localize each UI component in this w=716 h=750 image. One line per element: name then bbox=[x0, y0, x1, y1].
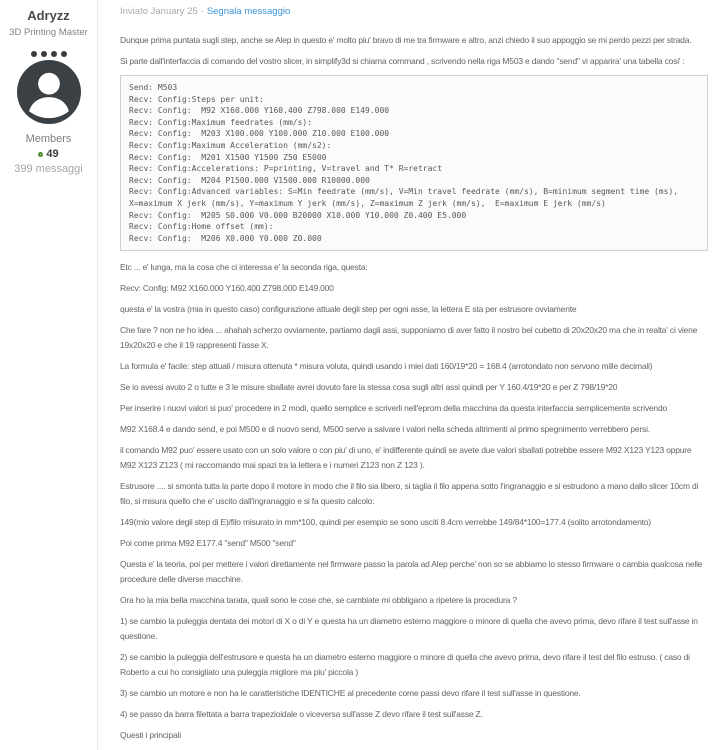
post-paragraph: Poi come prima M92 E177.4 "send" M500 "send" bbox=[120, 538, 296, 549]
post-paragraph: Si parte dall'interfaccia di comando del vostro slicer, in simplify3d si chiama command , scrivendo nella riga M503 e dando "send" vi apparira' una tabella cosi' : bbox=[120, 56, 685, 66]
post-paragraph: Questa e' la teoria, poi per mettere i valori direttamente nel firmware passo la parola ad Alep perche' non so se abbiamo lo stesso firmware o cambia qualcosa nelle procedure delle diverse macchine. bbox=[120, 559, 703, 585]
rank-pip-icon bbox=[41, 51, 47, 57]
post-paragraph: Estrusore .... si smonta tutta la parte dopo il motore in modo che il filo sia libero, si taglia il filo appena sotto l'ingranaggio e si estrudono a mano dallo slicer 10cm di filo, si misura quello che e' uscito dall'ingranaggio e si fa questo calcolo: bbox=[120, 481, 699, 507]
code-line: Recv: Config: M205 S0.000 V0.000 B20000 X10.000 Y10.000 Z0.400 E5.000 bbox=[129, 210, 467, 220]
post-body bbox=[98, 0, 716, 750]
default-user-icon bbox=[17, 60, 81, 124]
code-line: Recv: Config:Home offset (mm): bbox=[129, 222, 274, 232]
code-line: Recv: Config:Steps per unit: bbox=[129, 94, 264, 104]
post-paragraph: il comando M92 puo' essere usato con un solo valore o con piu' di uno, e' indifferente quindi se avete due valori sballati potrebbe essere M92 X123 Y123 oppure M92 X123 Z123 ( mi raccomando mai spazi tra la lettera e i numeri Z123 non Z 123 ). bbox=[120, 445, 692, 471]
intro-paragraphs bbox=[120, 33, 708, 69]
member-group-label: Members bbox=[25, 133, 72, 145]
post-paragraph: M92 X168.4 e dando send, e poi M500 e di nuovo send, M500 serve a salvare i valori nella scheda altrimenti al primo spegnimento verrebbero persi. bbox=[120, 424, 650, 435]
meta-separator: · bbox=[200, 6, 204, 17]
rank-pip-icon bbox=[61, 51, 67, 57]
avatar[interactable] bbox=[17, 60, 81, 124]
post-paragraph: Ora ho la mia bella macchina tarata, quali sono le cose che, se cambiate mi obbligano a ripetere la procedura ? bbox=[120, 595, 517, 606]
rank-pips bbox=[0, 44, 97, 52]
code-line: Recv: Config: M203 X100.000 Y100.000 Z10.000 E100.000 bbox=[129, 129, 390, 139]
reputation-badge bbox=[0, 148, 97, 160]
post-count: 399 messaggi bbox=[14, 163, 83, 175]
post-paragraph: 149(mio valore degli step di E)/filo misurato in mm*100, quindi per esempio se sono usciti 8.4cm verrebbe 149/84*100=177.4 (solito arrotondamento) bbox=[120, 517, 651, 528]
code-line: Recv: Config:Advanced variables: S=Min feedrate (mm/s), V=Min travel feedrate (mm/s), B=minimum segment time (ms), X=maximum X jerk (mm/s), Y=maximum Y jerk (mm/s), Z=maximum Z jerk (mm/s), E=maximum E jerk (mm/s) bbox=[129, 187, 683, 208]
post-paragraph: Che fare ? non ne ho idea ... ahahah scherzo ovviamente, partiamo dagli assi, supponiamo di aver fatto il nostro bel cubetto di 20x20x20 ma che in realta' ci viene 19x20x20 e che il 19 rappresenti l'asse X. bbox=[120, 325, 698, 351]
post-paragraph: La formula e' facile: step attuali / misura ottenuta * misura voluta, quindi usando i miei dati 160/19*20 = 168.4 (arrotondato non servono mille decimali) bbox=[120, 361, 653, 372]
post-paragraph: Per inserire i nuovi valori si puo' procedere in 2 modi, quello semplice e scriverli nell'eprom della macchina da questa interfaccia semplicemente scrivendo bbox=[120, 403, 668, 414]
post-meta bbox=[120, 6, 708, 17]
body-paragraphs bbox=[120, 260, 708, 743]
code-line: Recv: Config:Maximum feedrates (mm/s): bbox=[129, 117, 313, 127]
reputation-count: 49 bbox=[46, 148, 59, 160]
post-paragraph: Etc ... e' lunga, ma la cosa che ci interessa e' la seconda riga, questa: bbox=[120, 262, 368, 273]
post-paragraph: questa e' la vostra (mia in questo caso) configurazione attuale degli step per ogni asse, la lettera E sta per estrusore ovviamente bbox=[120, 304, 577, 315]
author-custom-title: 3D Printing Master bbox=[9, 27, 88, 38]
code-line: Recv: Config: M204 P1500.000 V1500.000 R10000.000 bbox=[129, 175, 370, 185]
post-paragraph: 1) se cambio la puleggia dentata dei motori di X o di Y e questa ha un diametro esterno maggiore o minore di quella che avevo prima, devo rifare il test sull'asse in questione. bbox=[120, 616, 698, 642]
post-paragraph: 3) se cambio un motore e non ha le caratteristiche IDENTICHE al precedente come passi devo rifare il test sull'asse in questione. bbox=[120, 688, 581, 699]
rank-pip-icon bbox=[31, 51, 37, 57]
post-paragraph: 4) se passo da barra filettata a barra trapezioidale o viceversa sull'asse Z devo rifare il test sull'asse Z. bbox=[120, 709, 483, 720]
code-line: Recv: Config: M92 X160.000 Y160.400 Z798.000 E149.000 bbox=[129, 106, 390, 116]
code-line: Send: M503 bbox=[129, 83, 178, 92]
report-link[interactable]: Segnala messaggio bbox=[206, 6, 291, 17]
code-line: Recv: Config:Accelerations: P=printing, V=travel and T* R=retract bbox=[129, 164, 443, 174]
author-sidebar bbox=[0, 0, 98, 750]
rank-pip-icon bbox=[51, 51, 57, 57]
post-date: Inviato January 25 bbox=[120, 6, 198, 17]
post-paragraph: Dunque prima puntata sugli step, anche se Alep in questo e' molto piu' bravo di me tra firmware e altro, anzi chiedo il suo appoggio se mi perdo pezzi per strada. bbox=[120, 35, 692, 45]
post-paragraph: Se io avessi avuto 2 o tutte e 3 le misure sballate avrei dovuto fare la stessa cosa sugli altri assi quindi per Y 160.4/19*20 e per Z 798/19*20 bbox=[120, 382, 618, 393]
post-paragraph: 2) se cambio la puleggia dell'estrusore e questa ha un diametro esterno maggiore o minore di quella che avevo prima, devo rifare il test del filo estruso. ( caso di Roberto a cui ho consigliato una puleggia migliore ma piu' piccola ) bbox=[120, 652, 690, 678]
code-line: Recv: Config:Maximum Acceleration (mm/s2): bbox=[129, 140, 332, 150]
code-block bbox=[120, 75, 708, 251]
post-paragraph: Recv: Config: M92 X160.000 Y160.400 Z798.000 E149.000 bbox=[120, 283, 334, 294]
author-username[interactable]: Adryzz bbox=[27, 8, 70, 23]
post-paragraph: Questi i principali bbox=[120, 730, 181, 741]
reputation-icon bbox=[38, 152, 43, 157]
code-line: Recv: Config: M206 X0.000 Y0.000 Z0.000 bbox=[129, 233, 322, 243]
code-line: Recv: Config: M201 X1500 Y1500 Z50 E5000 bbox=[129, 152, 327, 162]
